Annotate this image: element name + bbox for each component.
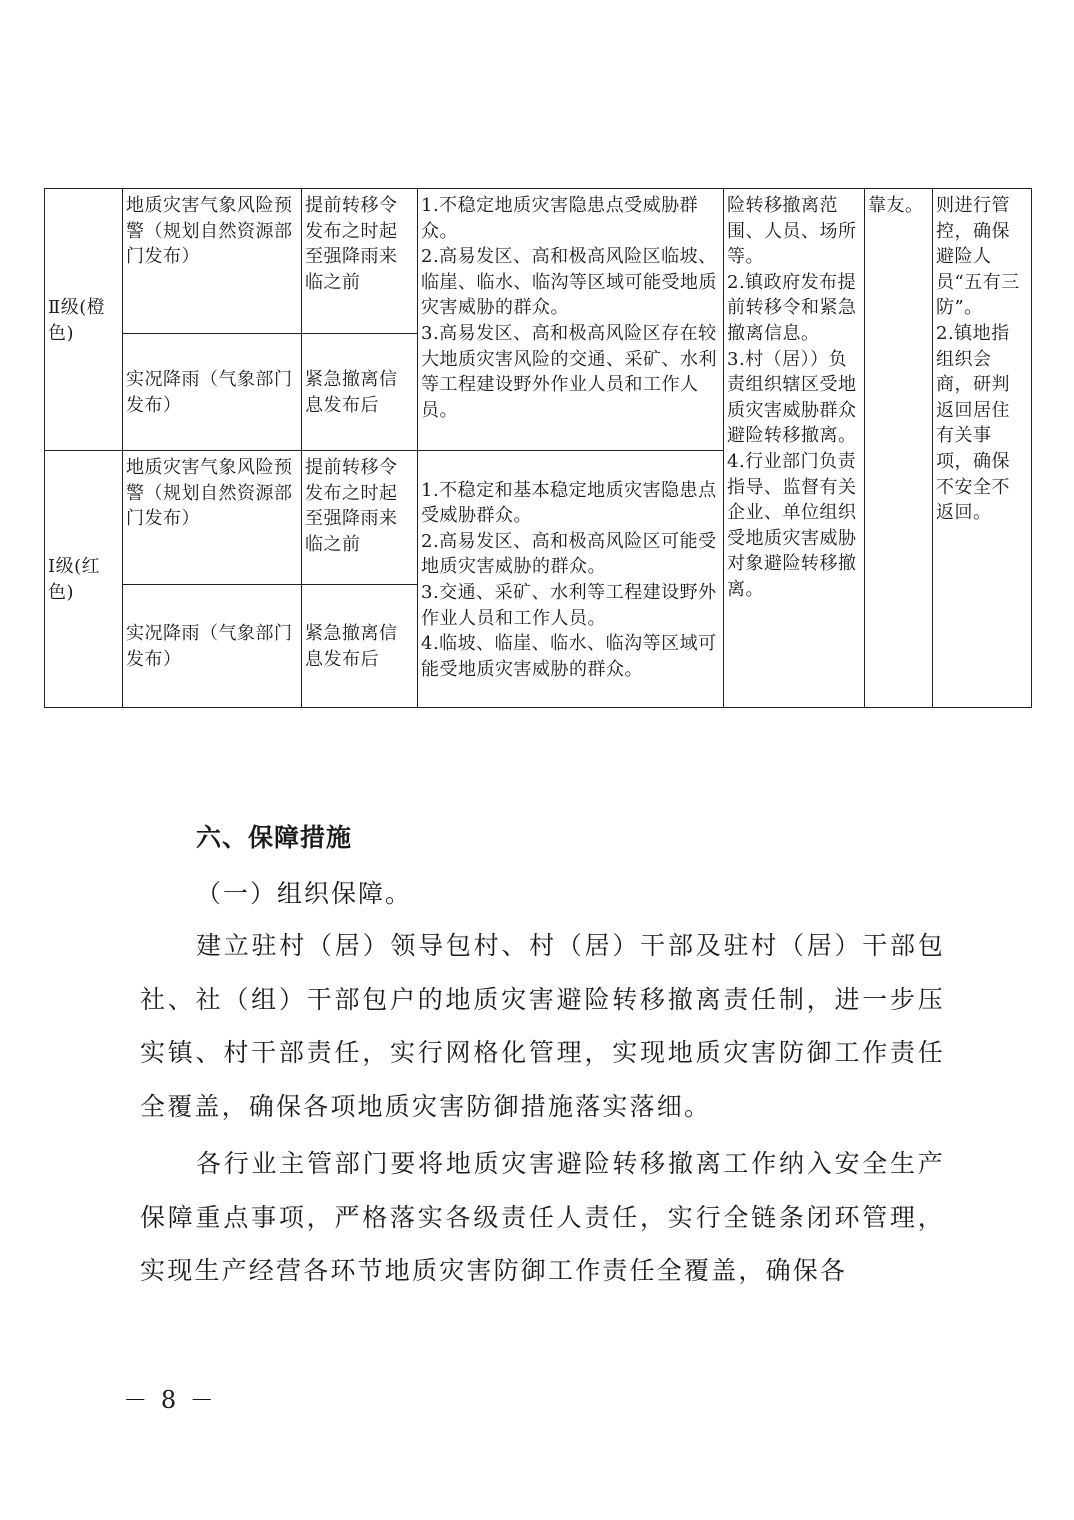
level-cell: Ⅱ级(橙色) [45, 189, 123, 451]
target-people-cell [418, 189, 724, 451]
placement-cell: 靠友。 [865, 189, 933, 708]
warning-type-cell: 地质灾害气象风险预警（规划自然资源部门发布） [123, 189, 302, 334]
warning-type-cell: 地质灾害气象风险预警（规划自然资源部门发布） [123, 451, 302, 585]
warning-type-cell: 实况降雨（气象部门发布） [123, 334, 302, 451]
timing-cell: 提前转移令发布之时起至强降雨来临之前 [302, 451, 418, 585]
evacuation-level-table [44, 188, 1032, 708]
responsibility-cell [724, 189, 865, 708]
responsibility-item: 2.镇政府发布提前转移令和紧急撤离信息。 [727, 271, 857, 344]
timing-cell: 紧急撤离信息发布后 [302, 334, 418, 451]
return-control-item: 则进行管控，确保避险人员“五有三防”。 [936, 195, 1020, 319]
responsibility-item: 3.村（居））负责组织辖区受地质灾害威胁群众避险转移撤离。 [727, 348, 857, 447]
target-item: 4.临坡、临崖、临水、临沟等区域可能受地质灾害威胁的群众。 [421, 633, 717, 680]
target-item: 1.不稳定和基本稳定地质灾害隐患点受威胁群众。 [421, 479, 717, 527]
target-item: 3.交通、采矿、水利等工程建设野外作业人员和工作人员。 [421, 582, 717, 629]
target-item: 1.不稳定地质灾害隐患点受威胁群众。 [421, 195, 699, 242]
target-item: 2.高易发区、高和极高风险区可能受地质灾害威胁的群众。 [421, 530, 717, 578]
responsibility-item: 险转移撤离范围、人员、场所等。 [727, 195, 857, 268]
section-title: 六、保障措施 [196, 823, 353, 852]
body-paragraph: 建立驻村（居）领导包村、村（居）干部及驻村（居）干部包社、社（组）干部包户的地质灾害避险转移撤离责任制，进一步压实镇、村干部责任，实行网格化管理，实现地质灾害防御工作责任全覆盖，确保各项地质灾害防御措施落实落细。 [140, 931, 945, 1121]
subsection-title: （一）组织保障。 [196, 879, 413, 908]
body-paragraph: 各行业主管部门要将地质灾害避险转移撤离工作纳入安全生产保障重点事项，严格落实各级责任人责任，实行全链条闭环管理，实现生产经营各环节地质灾害防御工作责任全覆盖，确保各 [140, 1149, 945, 1285]
level-cell: Ⅰ级(红色) [45, 451, 123, 708]
target-item: 2.高易发区、高和极高风险区临坡、临崖、临水、临沟等区域可能受地质灾害威胁的群众。 [421, 246, 717, 319]
target-people-cell [418, 451, 724, 708]
warning-type-cell: 实况降雨（气象部门发布） [123, 585, 302, 708]
target-item: 3.高易发区、高和极高风险区存在较大地质灾害风险的交通、采矿、水利等工程建设野外作业人员和工作人员。 [421, 322, 717, 421]
page-number: － 8 － [123, 1386, 217, 1414]
timing-cell: 紧急撤离信息发布后 [302, 585, 418, 708]
timing-cell: 提前转移令发布之时起至强降雨来临之前 [302, 189, 418, 334]
return-control-item: 2.镇地指组织会商，研判返回居住有关事项，确保不安全不返回。 [936, 322, 1010, 524]
responsibility-item: 4.行业部门负责指导、监督有关企业、单位组织受地质灾害威胁对象避险转移撤离。 [727, 450, 857, 600]
return-control-cell [933, 189, 1032, 708]
table-row [45, 189, 1032, 334]
